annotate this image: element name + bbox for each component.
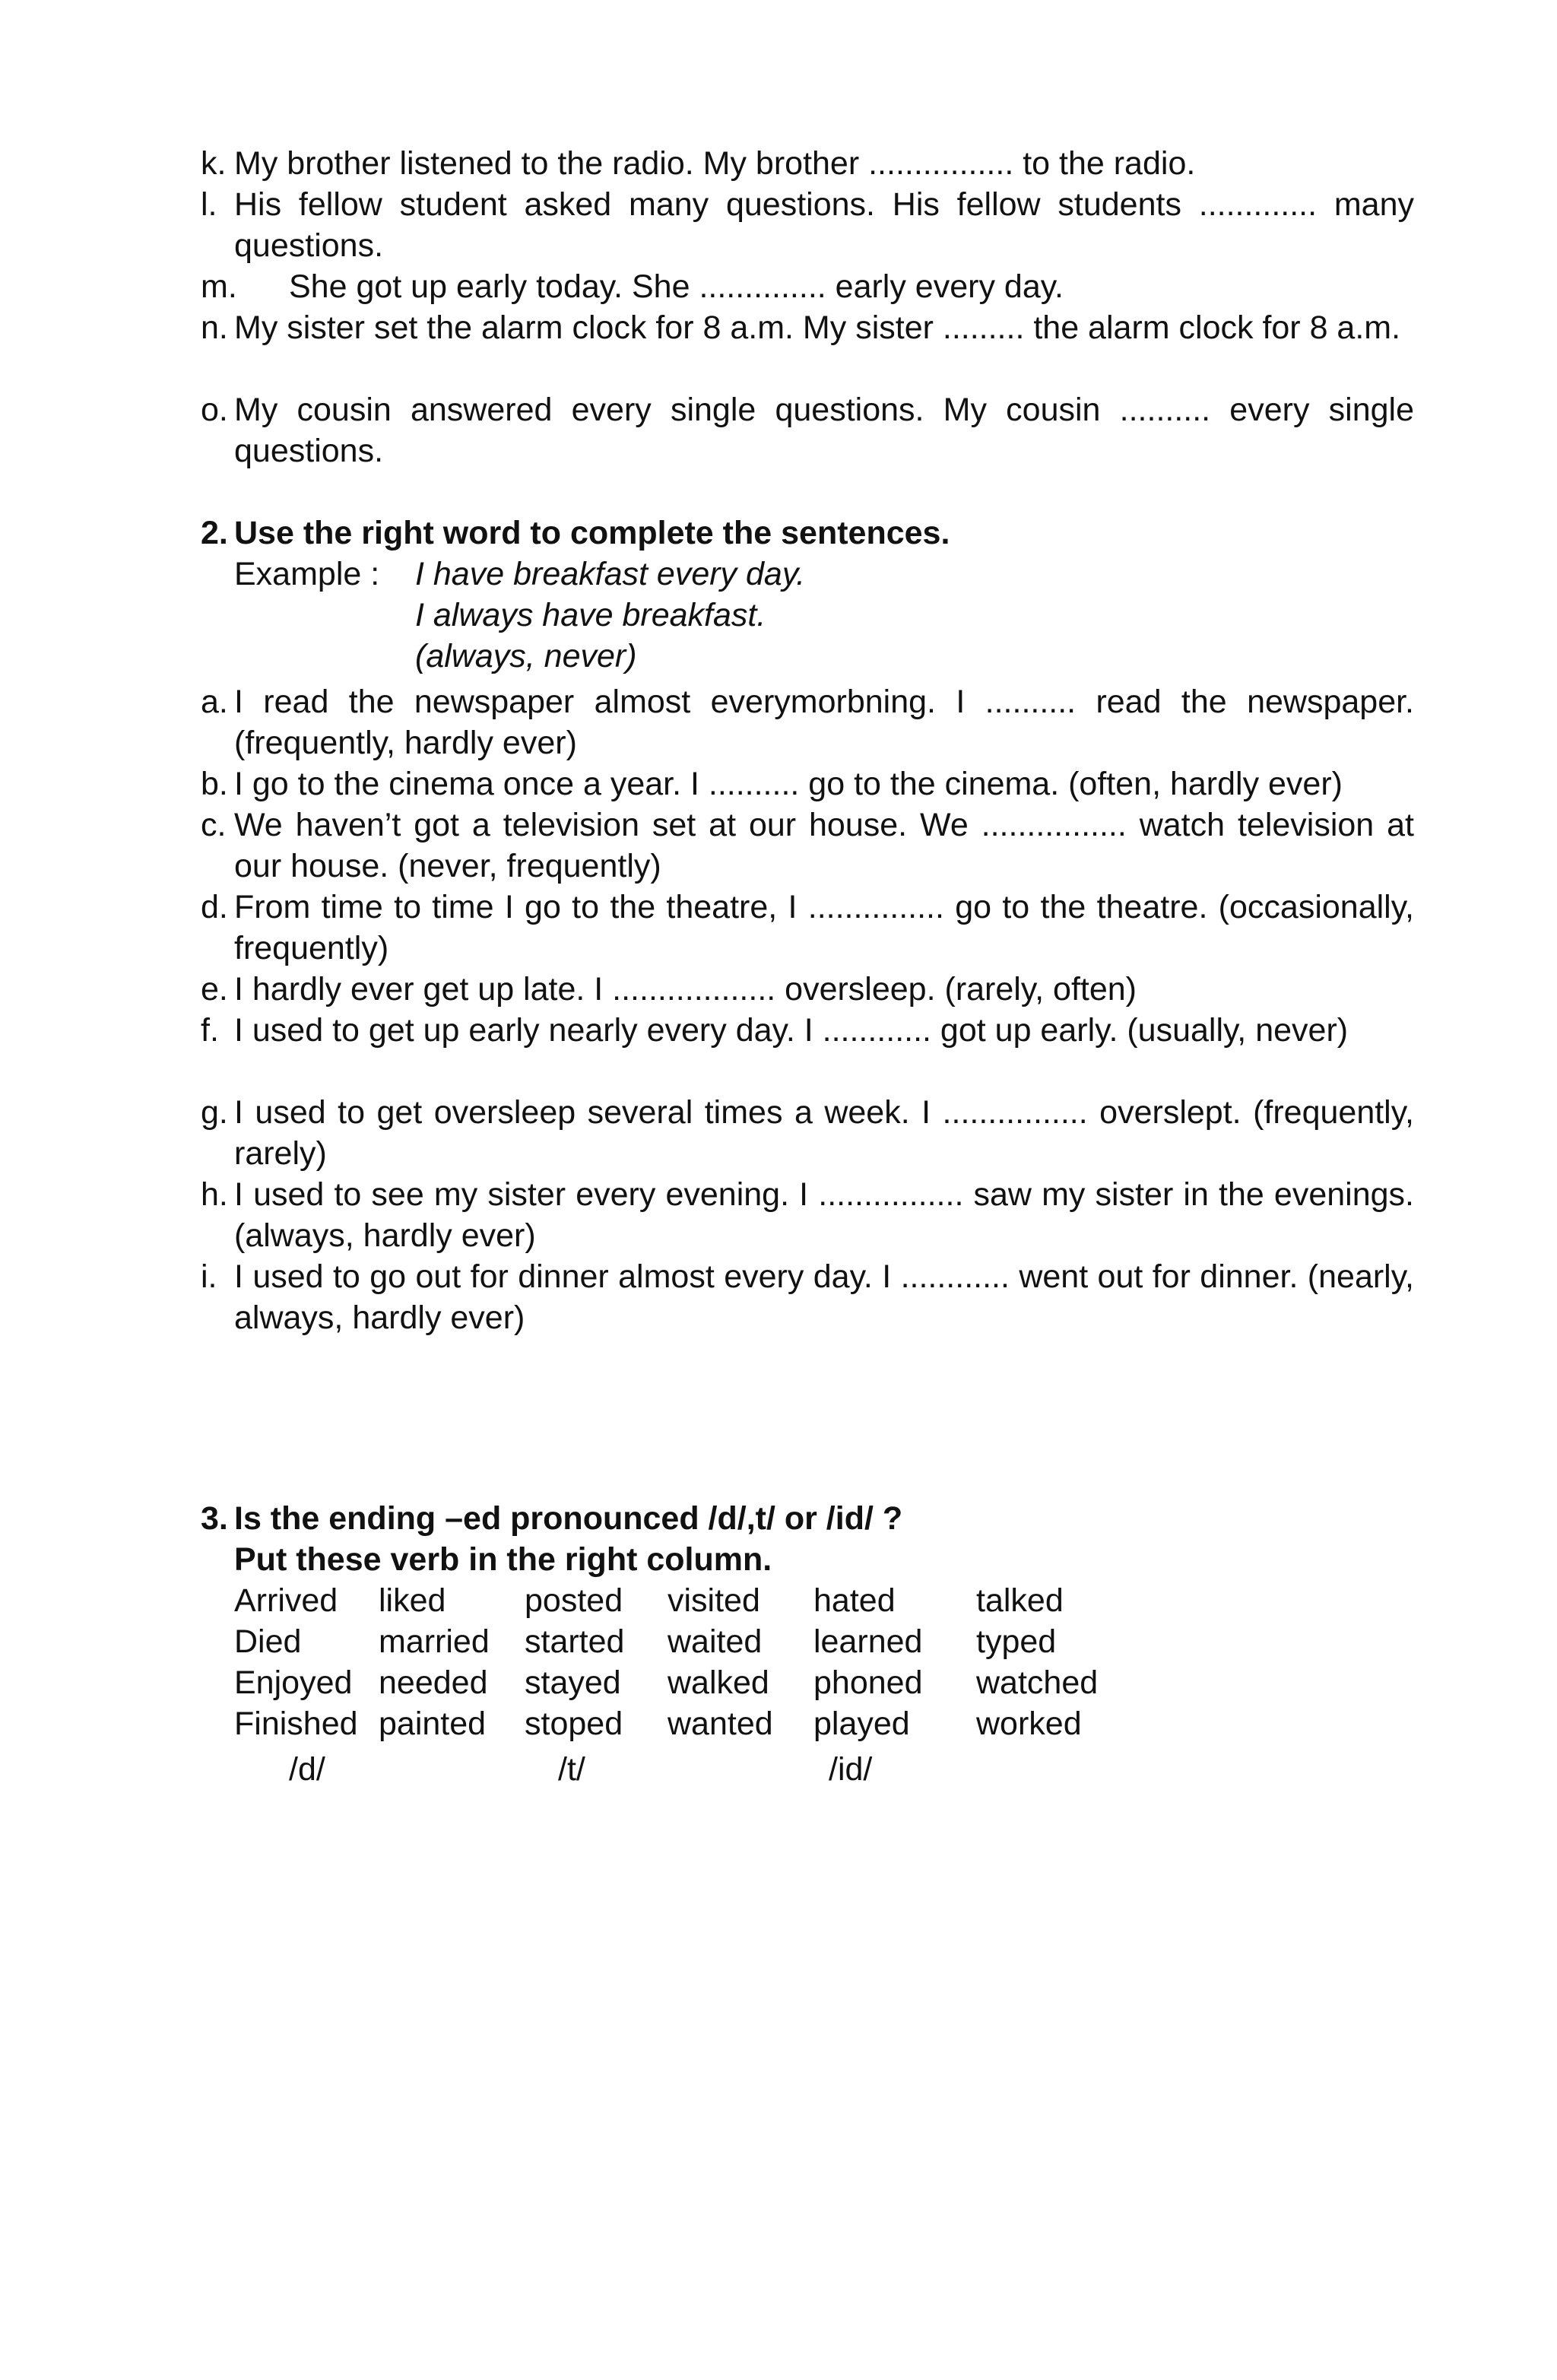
item-text: I used to get oversleep several times a week. I ................ overslept. (frequently, rarely) [234,1094,1414,1172]
verb-cell: liked [379,1582,446,1619]
verb-cell: played [813,1706,910,1742]
exercise-item-a [201,681,1414,763]
exercise-item-l [201,184,1414,266]
section-title: Use the right word to complete the sentences. [234,515,950,551]
section-3-instruction [234,1539,772,1580]
item-text: She got up early today. She .............. early every day. [289,268,1064,305]
verb-cell: stayed [525,1664,621,1701]
example-line-3: (always, never) [415,638,637,674]
verb-cell: walked [668,1664,769,1701]
verb-cell: painted [379,1706,487,1742]
exercise-item-n [201,307,1414,348]
item-text: I hardly ever get up late. I .................. oversleep. (rarely, often) [234,971,1137,1008]
verb-cell: worked [976,1706,1082,1742]
exercise-item-g [201,1092,1414,1174]
item-label: d. [201,889,228,925]
column-header-d: /d/ [289,1751,325,1788]
item-text: My brother listened to the radio. My brother ................ to the radio. [234,145,1196,182]
item-text: From time to time I go to the theatre, I ............... go to the theatre. (occasionally, frequently) [234,889,1414,966]
verb-cell: Enjoyed [234,1664,353,1701]
item-text: My cousin answered every single questions. My cousin .......... every single questions. [234,392,1414,469]
section-title-line-1: Is the ending –ed pronounced /d/,t/ or /id/ ? [234,1500,903,1537]
item-label: a. [201,684,228,720]
verb-cell: started [525,1623,625,1660]
item-label: n. [201,309,228,346]
section-number: 3. [201,1500,228,1537]
item-text: I read the newspaper almost everymorbning. I .......... read the newspaper. (frequently, hardly ever) [234,684,1414,761]
example-label: Example : [234,556,380,592]
item-label: o. [201,392,228,428]
section-2-heading [201,512,950,554]
item-label: l. [201,186,217,223]
section-number: 2. [201,515,228,551]
item-label: c. [201,807,227,843]
item-label: e. [201,971,228,1008]
verb-cell: visited [668,1582,760,1619]
section-3-heading [201,1498,902,1539]
exercise-item-f [201,1010,1414,1051]
example-line-1: I have breakfast every day. [415,556,806,592]
item-text: I go to the cinema once a year. I .......... go to the cinema. (often, hardly ever) [234,766,1343,802]
verb-cell: wanted [668,1706,773,1742]
item-label: h. [201,1176,228,1213]
verb-cell: Died [234,1623,302,1660]
verb-cell: Finished [234,1706,358,1742]
verb-cell: needed [379,1664,488,1701]
item-text: His fellow student asked many questions. His fellow students ............. many questions. [234,186,1414,264]
item-text: We haven’t got a television set at our house. We ................ watch television at our house. (never, frequently) [234,807,1414,884]
exercise-item-d [201,887,1414,969]
exercise-item-e [201,969,1414,1010]
verb-cell: learned [813,1623,923,1660]
item-text: I used to go out for dinner almost every day. I ............ went out for dinner. (nearly, always, hardly ever) [234,1258,1414,1336]
verb-cell: talked [976,1582,1064,1619]
exercise-item-c [201,804,1414,887]
item-text: I used to see my sister every evening. I ................ saw my sister in the evenings. (always, hardly ever) [234,1176,1414,1254]
verb-cell: typed [976,1623,1057,1660]
verb-cell: posted [525,1582,623,1619]
item-label: b. [201,766,228,802]
exercise-item-m [201,266,1414,307]
item-label: f. [201,1012,219,1049]
item-text: I used to get up early nearly every day. I ............ got up early. (usually, never) [234,1012,1349,1049]
verb-cell: hated [813,1582,896,1619]
exercise-item-b [201,763,1414,804]
example-line-2: I always have breakfast. [415,597,766,633]
verb-cell: married [379,1623,490,1660]
item-label: k. [201,145,227,182]
exercise-item-i [201,1256,1414,1338]
verb-cell: Arrived [234,1582,338,1619]
exercise-item-h [201,1174,1414,1256]
column-header-id: /id/ [829,1751,873,1788]
section-title-line-2: Put these verb in the right column. [234,1541,772,1578]
verb-cell: phoned [813,1664,923,1701]
item-label: g. [201,1094,228,1131]
verb-cell: waited [668,1623,763,1660]
column-header-t: /t/ [558,1751,585,1788]
exercise-item-o [201,389,1414,471]
item-text: My sister set the alarm clock for 8 a.m. My sister ......... the alarm clock for 8 a.m. [234,309,1401,346]
exercise-item-k [201,143,1414,184]
item-label: m. [201,268,237,305]
verb-cell: stoped [525,1706,623,1742]
item-label: i. [201,1258,217,1295]
verb-cell: watched [976,1664,1099,1701]
